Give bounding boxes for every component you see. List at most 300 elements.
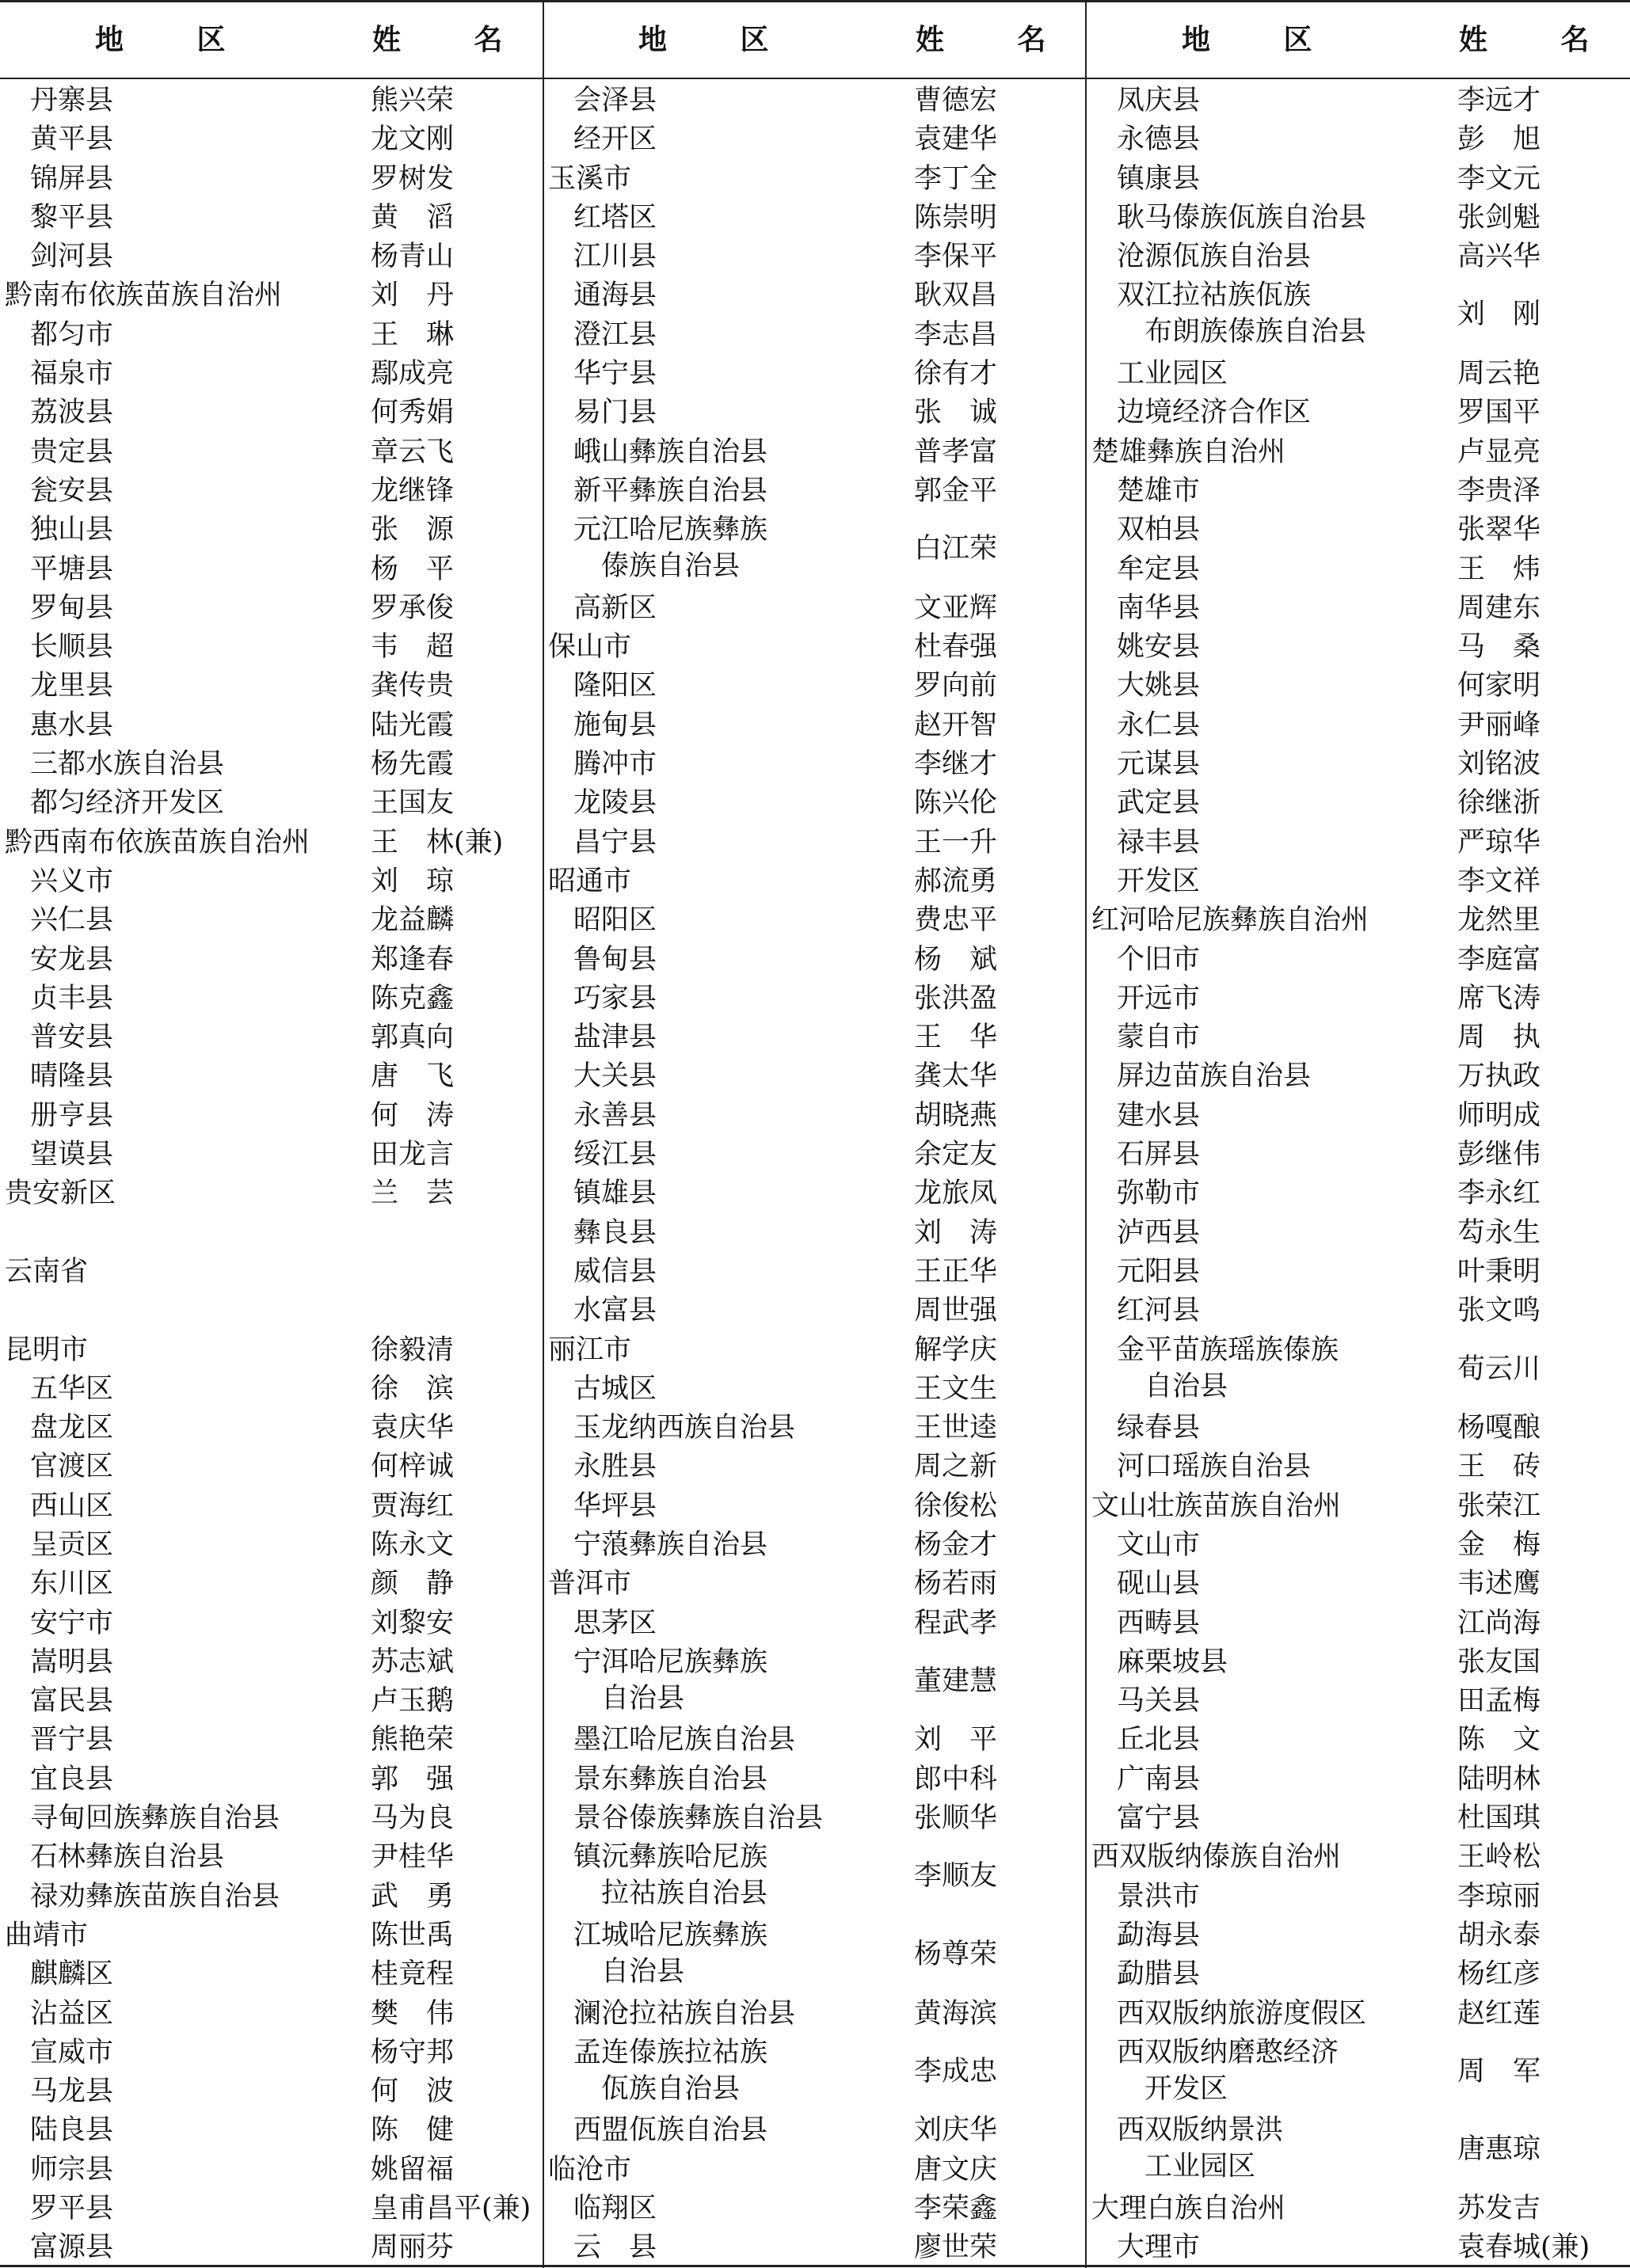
region-cell: 古城区 [573, 1372, 657, 1405]
region-cell: 贵定县 [30, 436, 114, 468]
region-cell: 平塘县 [30, 553, 114, 585]
row-list [0, 81, 542, 2267]
name-cell: 赵红莲 [1457, 1997, 1541, 2030]
table-row [0, 2033, 542, 2072]
table-row [0, 1525, 542, 1564]
name-cell: 周建东 [1457, 592, 1541, 624]
name-cell: 杨若雨 [914, 1568, 998, 1600]
table-row [0, 1837, 542, 1876]
name-cell: 李志昌 [914, 318, 998, 351]
region-cell: 黄平县 [30, 124, 114, 156]
region-cell: 长顺县 [30, 631, 114, 664]
region-cell: 惠水县 [30, 709, 114, 741]
table-row [543, 1408, 1085, 1447]
region-cell: 墨江哈尼族自治县 [573, 1724, 796, 1756]
table-row [0, 1369, 542, 1408]
region-cell: 会泽县 [573, 85, 657, 116]
name-cell: 刘铭波 [1457, 748, 1541, 781]
region-cell: 保山市 [548, 631, 632, 664]
name-cell: 卢显亮 [1457, 436, 1541, 468]
name-cell: 黄 滔 [371, 201, 455, 234]
table-row [0, 2110, 542, 2149]
table-row [543, 510, 1085, 588]
name-cell: 罗承俊 [371, 592, 455, 624]
table-row [0, 1174, 542, 1212]
name-cell: 陆明林 [1457, 1763, 1541, 1795]
name-cell: 刘黎安 [371, 1607, 455, 1639]
region-cell: 荔波县 [30, 397, 114, 429]
name-cell: 陈克鑫 [371, 982, 455, 1014]
table-row [1087, 354, 1628, 393]
table-row [1087, 1720, 1628, 1759]
region-cell: 腾冲市 [573, 748, 657, 781]
header-region: 地 区 [1182, 23, 1344, 56]
table-row [0, 1642, 542, 1681]
name-cell: 张文鸣 [1457, 1295, 1541, 1327]
name-cell: 何梓诚 [371, 1451, 455, 1483]
name-cell: 刘 涛 [914, 1216, 998, 1249]
name-cell: 李顺友 [914, 1860, 998, 1893]
region-cell: 鲁甸县 [573, 943, 657, 976]
region-cell: 曲靖市 [5, 1919, 89, 1951]
name-cell: 龙益麟 [371, 904, 455, 937]
name-cell: 鄢成亮 [371, 358, 455, 390]
table-row [1087, 1486, 1628, 1525]
region-cell: 牟定县 [1117, 553, 1201, 585]
name-cell: 陈崇明 [914, 201, 998, 234]
table-row [543, 2150, 1085, 2189]
region-cell: 西畴县 [1117, 1607, 1201, 1639]
table-row [0, 1720, 542, 1759]
name-cell: 王国友 [371, 787, 455, 820]
name-cell: 李成忠 [914, 2055, 998, 2087]
table-row [1087, 2033, 1628, 2111]
region-cell: 耿马傣族佤族自治县 [1117, 201, 1367, 234]
region-cell: 晋宁县 [30, 1724, 114, 1756]
table-row [1087, 1798, 1628, 1837]
region-cell: 黎平县 [30, 201, 114, 234]
region-cell: 景洪市 [1117, 1880, 1201, 1912]
region-cell: 景谷傣族彝族自治县 [573, 1802, 824, 1835]
region-cell: 独山县 [30, 514, 114, 546]
table-row [1087, 823, 1628, 862]
name-cell: 李荣鑫 [914, 2193, 998, 2225]
region-cell: 贵安新区 [5, 1178, 116, 1210]
table-row [543, 81, 1085, 120]
name-cell: 马为良 [371, 1802, 455, 1835]
name-cell: 苏志斌 [371, 1646, 455, 1678]
table-row [1087, 588, 1628, 627]
table-row [1087, 627, 1628, 666]
table-row [0, 1798, 542, 1837]
table-row [1087, 432, 1628, 471]
table-row [0, 432, 542, 471]
name-cell: 徐有才 [914, 358, 998, 390]
table-column-2 [543, 0, 1085, 2268]
region-cell: 大姚县 [1117, 670, 1201, 702]
table-row [1087, 2189, 1628, 2228]
table-row [543, 315, 1085, 354]
region-cell: 勐腊县 [1117, 1958, 1201, 1991]
region-cell: 西山区 [30, 1490, 114, 1522]
table-row [0, 1135, 542, 1174]
table-row [0, 627, 542, 666]
table-row [1087, 1135, 1628, 1174]
table-row [0, 276, 542, 314]
region-cell: 西双版纳旅游度假区 [1117, 1997, 1367, 2030]
name-cell: 荀云川 [1457, 1353, 1541, 1385]
region-cell: 大理白族自治州 [1091, 2193, 1286, 2225]
region-cell: 盐津县 [573, 1022, 657, 1054]
name-cell: 王文生 [914, 1372, 998, 1405]
name-cell: 胡永泰 [1457, 1919, 1541, 1951]
name-cell: 耿双昌 [914, 280, 998, 312]
name-cell: 尹丽峰 [1457, 709, 1541, 741]
region-cell: 屏边苗族自治县 [1117, 1060, 1312, 1093]
region-cell: 丽江市 [548, 1334, 632, 1366]
table-row [1087, 1096, 1628, 1135]
table-row [1087, 510, 1628, 549]
region-cell: 丘北县 [1117, 1724, 1201, 1756]
table-row [0, 588, 542, 627]
name-cell: 颜 静 [371, 1568, 455, 1600]
table-row [543, 1291, 1085, 1330]
table-row [0, 900, 542, 939]
table-row [0, 862, 542, 900]
table-row [1087, 2228, 1628, 2266]
region-cell: 元阳县 [1117, 1255, 1201, 1288]
name-cell: 罗树发 [371, 162, 455, 195]
name-cell: 袁建华 [914, 124, 998, 156]
region-cell: 云 县 [573, 2232, 657, 2264]
name-cell: 尹桂华 [371, 1841, 455, 1874]
table-row [543, 1369, 1085, 1408]
table-row [543, 1486, 1085, 1525]
region-cell: 大理市 [1117, 2232, 1201, 2264]
name-cell: 万执政 [1457, 1060, 1541, 1093]
name-cell: 杨嘎酿 [1457, 1412, 1541, 1444]
region-cell: 普洱市 [548, 1568, 632, 1600]
region-cell: 河口瑶族自治县 [1117, 1451, 1312, 1483]
region-cell: 临翔区 [573, 2193, 657, 2225]
name-cell: 王 砖 [1457, 1451, 1541, 1483]
region-cell: 富宁县 [1117, 1802, 1201, 1835]
header-region: 地 区 [95, 23, 257, 56]
header-region: 地 区 [638, 23, 801, 56]
region-cell: 易门县 [573, 397, 657, 429]
name-cell: 唐文庆 [914, 2153, 998, 2186]
table-row [0, 1330, 542, 1369]
name-cell: 王正华 [914, 1255, 998, 1288]
name-cell: 杨守邦 [371, 2036, 455, 2068]
region-cell: 澄江县 [573, 318, 657, 351]
region-cell: 镇沅彝族哈尼族 拉祜族自治县 [573, 1841, 768, 1910]
table-row [0, 2072, 542, 2110]
name-cell: 彭继伟 [1457, 1139, 1541, 1171]
region-cell: 勐海县 [1117, 1919, 1201, 1951]
region-cell: 嵩明县 [30, 1646, 114, 1678]
table-row [543, 1252, 1085, 1291]
name-cell: 李文祥 [1457, 865, 1541, 897]
region-cell: 高新区 [573, 592, 657, 624]
name-cell: 田孟梅 [1457, 1685, 1541, 1718]
region-cell: 永胜县 [573, 1451, 657, 1483]
name-cell: 普孝富 [914, 436, 998, 468]
table-row [0, 159, 542, 198]
name-cell: 张顺华 [914, 1802, 998, 1835]
name-cell: 王 华 [914, 1022, 998, 1054]
region-cell: 禄劝彝族苗族自治县 [30, 1880, 280, 1912]
name-cell: 刘庆华 [914, 2114, 998, 2147]
region-cell: 绿春县 [1117, 1412, 1201, 1444]
table-row [543, 862, 1085, 900]
region-cell: 红塔区 [573, 201, 657, 234]
name-cell: 王 炜 [1457, 553, 1541, 585]
region-cell: 蒙自市 [1117, 1022, 1201, 1054]
table-row [543, 1564, 1085, 1603]
name-cell: 周 军 [1457, 2055, 1541, 2087]
table-row [1087, 1681, 1628, 1720]
region-cell: 禄丰县 [1117, 826, 1201, 858]
table-row [1087, 471, 1628, 510]
table-row [543, 706, 1085, 744]
region-cell: 双江拉祜族佤族 布朗族傣族自治县 [1117, 280, 1367, 348]
name-cell: 韦 超 [371, 631, 455, 664]
name-cell: 胡晓燕 [914, 1099, 998, 1132]
table-row [1087, 276, 1628, 354]
name-cell: 高兴华 [1457, 241, 1541, 273]
region-cell: 思茅区 [573, 1607, 657, 1639]
table-column-1 [0, 0, 542, 2268]
table-row [1087, 1994, 1628, 2033]
name-cell: 余定友 [914, 1139, 998, 1171]
table-row [1087, 237, 1628, 276]
table-row [543, 744, 1085, 783]
table-row [543, 1330, 1085, 1369]
name-cell: 杨 斌 [914, 943, 998, 976]
region-cell: 大关县 [573, 1060, 657, 1093]
region-cell: 石林彝族自治县 [30, 1841, 225, 1874]
region-cell: 兴仁县 [30, 904, 114, 937]
name-cell: 师明成 [1457, 1099, 1541, 1132]
region-cell: 经开区 [573, 124, 657, 156]
name-cell: 刘 刚 [1457, 299, 1541, 331]
region-cell: 镇康县 [1117, 162, 1201, 195]
name-cell: 何 波 [371, 2076, 455, 2108]
table-row [543, 237, 1085, 276]
region-cell: 金平苗族瑶族傣族 自治县 [1117, 1334, 1339, 1402]
name-cell: 杨 平 [371, 553, 455, 585]
name-cell: 刘 琼 [371, 865, 455, 897]
name-cell: 文亚辉 [914, 592, 998, 624]
region-cell: 罗平县 [30, 2193, 114, 2225]
table-row [543, 354, 1085, 393]
name-cell: 程武孝 [914, 1607, 998, 1639]
table-row [1087, 1642, 1628, 1681]
table-row [1087, 1877, 1628, 1916]
name-cell: 周之新 [914, 1451, 998, 1483]
table-row [0, 1681, 542, 1720]
name-cell: 陈 文 [1457, 1724, 1541, 1756]
region-cell: 澜沧拉祜族自治县 [573, 1997, 796, 2030]
name-cell: 唐 飞 [371, 1060, 455, 1093]
table-row [1087, 1916, 1628, 1954]
table-row [543, 1720, 1085, 1759]
row-list [543, 81, 1085, 2267]
region-cell: 宣威市 [30, 2036, 114, 2068]
region-cell: 龙里县 [30, 670, 114, 702]
region-cell: 姚安县 [1117, 631, 1201, 664]
name-cell: 杨先霞 [371, 748, 455, 781]
region-cell: 新平彝族自治县 [573, 474, 768, 507]
region-cell: 红河县 [1117, 1295, 1201, 1327]
region-cell: 西双版纳傣族自治州 [1091, 1841, 1342, 1874]
table-row [1087, 1837, 1628, 1876]
name-cell: 廖世荣 [914, 2232, 998, 2264]
name-cell: 杨尊荣 [914, 1938, 998, 1970]
row-list [1087, 81, 1628, 2267]
table-row [0, 744, 542, 783]
name-cell: 李远才 [1457, 85, 1541, 116]
name-cell: 龚太华 [914, 1060, 998, 1093]
name-cell: 马 桑 [1457, 631, 1541, 664]
table-row [543, 2110, 1085, 2149]
name-cell: 袁春城(兼) [1457, 2232, 1590, 2264]
region-cell: 福泉市 [30, 358, 114, 390]
name-cell: 陈世禹 [371, 1919, 455, 1951]
column-header [543, 0, 1085, 81]
name-cell: 罗向前 [914, 670, 998, 702]
region-cell: 五华区 [30, 1372, 114, 1405]
name-cell: 李庭富 [1457, 943, 1541, 976]
table-row [1087, 940, 1628, 979]
name-cell: 龚传贵 [371, 670, 455, 702]
table-row [1087, 120, 1628, 158]
name-cell: 熊艳荣 [371, 1724, 455, 1756]
name-cell: 卢玉鹅 [371, 1685, 455, 1718]
name-cell: 董建慧 [914, 1665, 998, 1697]
region-cell: 临沧市 [548, 2153, 632, 2186]
name-cell: 徐继浙 [1457, 787, 1541, 820]
region-cell: 南华县 [1117, 592, 1201, 624]
region-cell: 都匀市 [30, 318, 114, 351]
table-row [0, 706, 542, 744]
table-row [0, 1604, 542, 1642]
table-row [543, 1642, 1085, 1721]
region-cell: 工业园区 [1117, 358, 1228, 390]
region-cell: 陆良县 [30, 2114, 114, 2147]
name-cell: 李继才 [914, 748, 998, 781]
table-row [0, 1213, 542, 1252]
region-cell: 呈贡区 [30, 1528, 114, 1561]
region-cell: 寻甸回族彝族自治县 [30, 1802, 280, 1835]
region-cell: 江川县 [573, 241, 657, 273]
region-cell: 峨山彝族自治县 [573, 436, 768, 468]
region-cell: 彝良县 [573, 1216, 657, 1249]
region-cell: 宜良县 [30, 1763, 114, 1795]
region-cell: 凤庆县 [1117, 85, 1201, 116]
name-cell: 张翠华 [1457, 514, 1541, 546]
name-cell: 郭真向 [371, 1022, 455, 1054]
table-row [1087, 1604, 1628, 1642]
region-cell: 开远市 [1117, 982, 1201, 1014]
name-cell: 王 琳 [371, 318, 455, 351]
name-cell: 张 诚 [914, 397, 998, 429]
name-cell: 郎中科 [914, 1763, 998, 1795]
region-cell: 双柏县 [1117, 514, 1201, 546]
table-row [543, 2033, 1085, 2111]
region-cell: 永仁县 [1117, 709, 1201, 741]
table-row [1087, 1525, 1628, 1564]
table-row [543, 979, 1085, 1018]
region-cell: 宁蒗彝族自治县 [573, 1528, 768, 1561]
name-cell: 赵开智 [914, 709, 998, 741]
table-row [1087, 1564, 1628, 1603]
table-row [543, 1837, 1085, 1916]
name-cell: 李琼丽 [1457, 1880, 1541, 1912]
region-cell: 都匀经济开发区 [30, 787, 225, 820]
table-row [543, 432, 1085, 471]
region-cell: 马龙县 [30, 2076, 114, 2108]
name-cell: 桂竟程 [371, 1958, 455, 1991]
name-cell: 章云飞 [371, 436, 455, 468]
region-cell: 华坪县 [573, 1490, 657, 1522]
name-cell: 徐毅清 [371, 1334, 455, 1366]
table-row [1087, 1213, 1628, 1252]
region-cell: 江城哈尼族彝族 自治县 [573, 1919, 768, 1988]
region-cell: 边境经济合作区 [1117, 397, 1312, 429]
table-row [0, 510, 542, 549]
name-cell: 郭 强 [371, 1763, 455, 1795]
name-cell: 郝流勇 [914, 865, 998, 897]
region-cell: 安宁市 [30, 1607, 114, 1639]
header-name: 姓 名 [916, 23, 1078, 56]
name-cell: 严琼华 [1457, 826, 1541, 858]
table-row [0, 1564, 542, 1603]
region-cell: 丹寨县 [30, 85, 114, 116]
region-cell: 安龙县 [30, 943, 114, 976]
table-row [1087, 1408, 1628, 1447]
table-row [0, 1916, 542, 1954]
name-cell: 龙旅凤 [914, 1178, 998, 1210]
table-row [0, 783, 542, 822]
region-cell: 通海县 [573, 280, 657, 312]
table-column-3 [1087, 0, 1628, 2268]
table-row [1087, 1760, 1628, 1798]
table-row [543, 1213, 1085, 1252]
region-cell: 绥江县 [573, 1139, 657, 1171]
region-cell: 昭通市 [548, 865, 632, 897]
region-cell: 沧源佤族自治县 [1117, 241, 1312, 273]
name-cell: 何 涛 [371, 1099, 455, 1132]
name-cell: 张洪盈 [914, 982, 998, 1014]
region-cell: 富源县 [30, 2232, 114, 2264]
table-row [1087, 2110, 1628, 2189]
name-cell: 皇甫昌平(兼) [371, 2193, 531, 2225]
name-cell: 王岭松 [1457, 1841, 1541, 1874]
table-row [0, 2189, 542, 2228]
table-row [1087, 1330, 1628, 1409]
region-cell: 元谋县 [1117, 748, 1201, 781]
region-cell: 瓮安县 [30, 474, 114, 507]
table-row [543, 1447, 1085, 1486]
table-row [0, 550, 542, 588]
table-row [1087, 550, 1628, 588]
region-cell: 兴义市 [30, 865, 114, 897]
table-row [543, 2189, 1085, 2228]
region-cell: 施甸县 [573, 709, 657, 741]
table-row [0, 1096, 542, 1135]
